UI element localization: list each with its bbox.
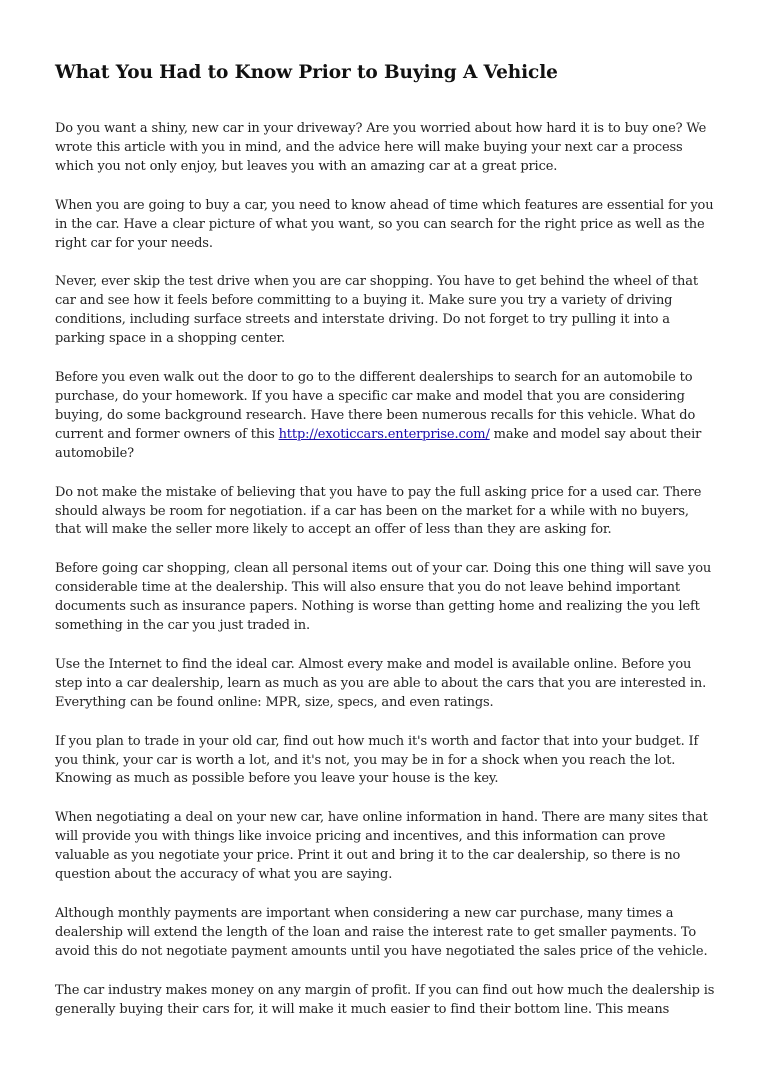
paragraph-negotiation: Do not make the mistake of believing that you have to pay the full asking price for a used car. There should always be room for negotiation. if a car has been on the market for a while with no buyers, that will make the seller more likely to accept an offer of less than they are asking for. <box>55 484 702 538</box>
paragraph-intro: Do you want a shiny, new car in your driveway? Are you worried about how hard it is to buy one? We wrote this article with you in mind, and the advice here will make buying your next car a process which you not only enjoy, but leaves you with an amazing car at a great price. <box>55 121 707 174</box>
paragraph-margin: The car industry makes money on any margin of profit. If you can find out how much the dealership is generally buying their cars for, it will make it much easier to find their bottom line. This means <box>55 982 715 1017</box>
paragraph-features: When you are going to buy a car, you need to know ahead of time which features are essential for you in the car. Have a clear picture of what you want, so you can search for the right price as well as the right car for your needs. <box>55 197 714 251</box>
paragraph-clean-car: Before going car shopping, clean all personal items out of your car. Doing this one thing will save you considerable time at the dealership. This will also ensure that you do not leave behind important documents such as insurance papers. Nothing is worse than getting home and realizing the you left something in the car you just traded in. <box>55 561 712 634</box>
exoticcars-link[interactable]: http://exoticcars.enterprise.com/ <box>278 426 490 442</box>
document-page <box>55 60 717 1040</box>
paragraph-homework-text-after: make and model say about their automobile? <box>55 426 702 461</box>
paragraph-online-info: When negotiating a deal on your new car, have online information in hand. There are many sites that will provide you with things like invoice pricing and incentives, and this information can prove valuable as you negotiate your price. Print it out and bring it to the car dealership, so there is no question about the accuracy of what you are saying. <box>55 810 708 883</box>
paragraph-trade-in: If you plan to trade in your old car, find out how much it's worth and factor that into your budget. If you think, your car is worth a lot, and it's not, you may be in for a shock when you reach the lot. Knowing as much as possible before you leave your house is the key. <box>55 733 699 787</box>
paragraph-internet: Use the Internet to find the ideal car. Almost every make and model is available online. Before you step into a car dealership, learn as much as you are able to about the cars that you are interested in. Everything can be found online: MPR, size, specs, and even ratings. <box>55 656 707 710</box>
document-title: What You Had to Know Prior to Buying A Vehicle <box>55 62 558 83</box>
paragraph-homework <box>55 369 717 464</box>
paragraph-test-drive: Never, ever skip the test drive when you are car shopping. You have to get behind the wheel of that car and see how it feels before committing to a buying it. Make sure you try a variety of driving conditions, including surface streets and interstate driving. Do not forget to try pulling it into a parking space in a shopping center. <box>55 274 698 347</box>
paragraph-homework-text-before: Before you even walk out the door to go to the different dealerships to search for an automobile to purchase, do your homework. If you have a specific car make and model that you are considering buying, do some background research. Have there been numerous recalls for this vehicle. What do current and former owners of this <box>55 370 696 442</box>
paragraph-monthly-payments: Although monthly payments are important when considering a new car purchase, many times a dealership will extend the length of the loan and raise the interest rate to get smaller payments. To avoid this do not negotiate payment amounts until you have negotiated the sales price of the vehicle. <box>55 906 708 959</box>
